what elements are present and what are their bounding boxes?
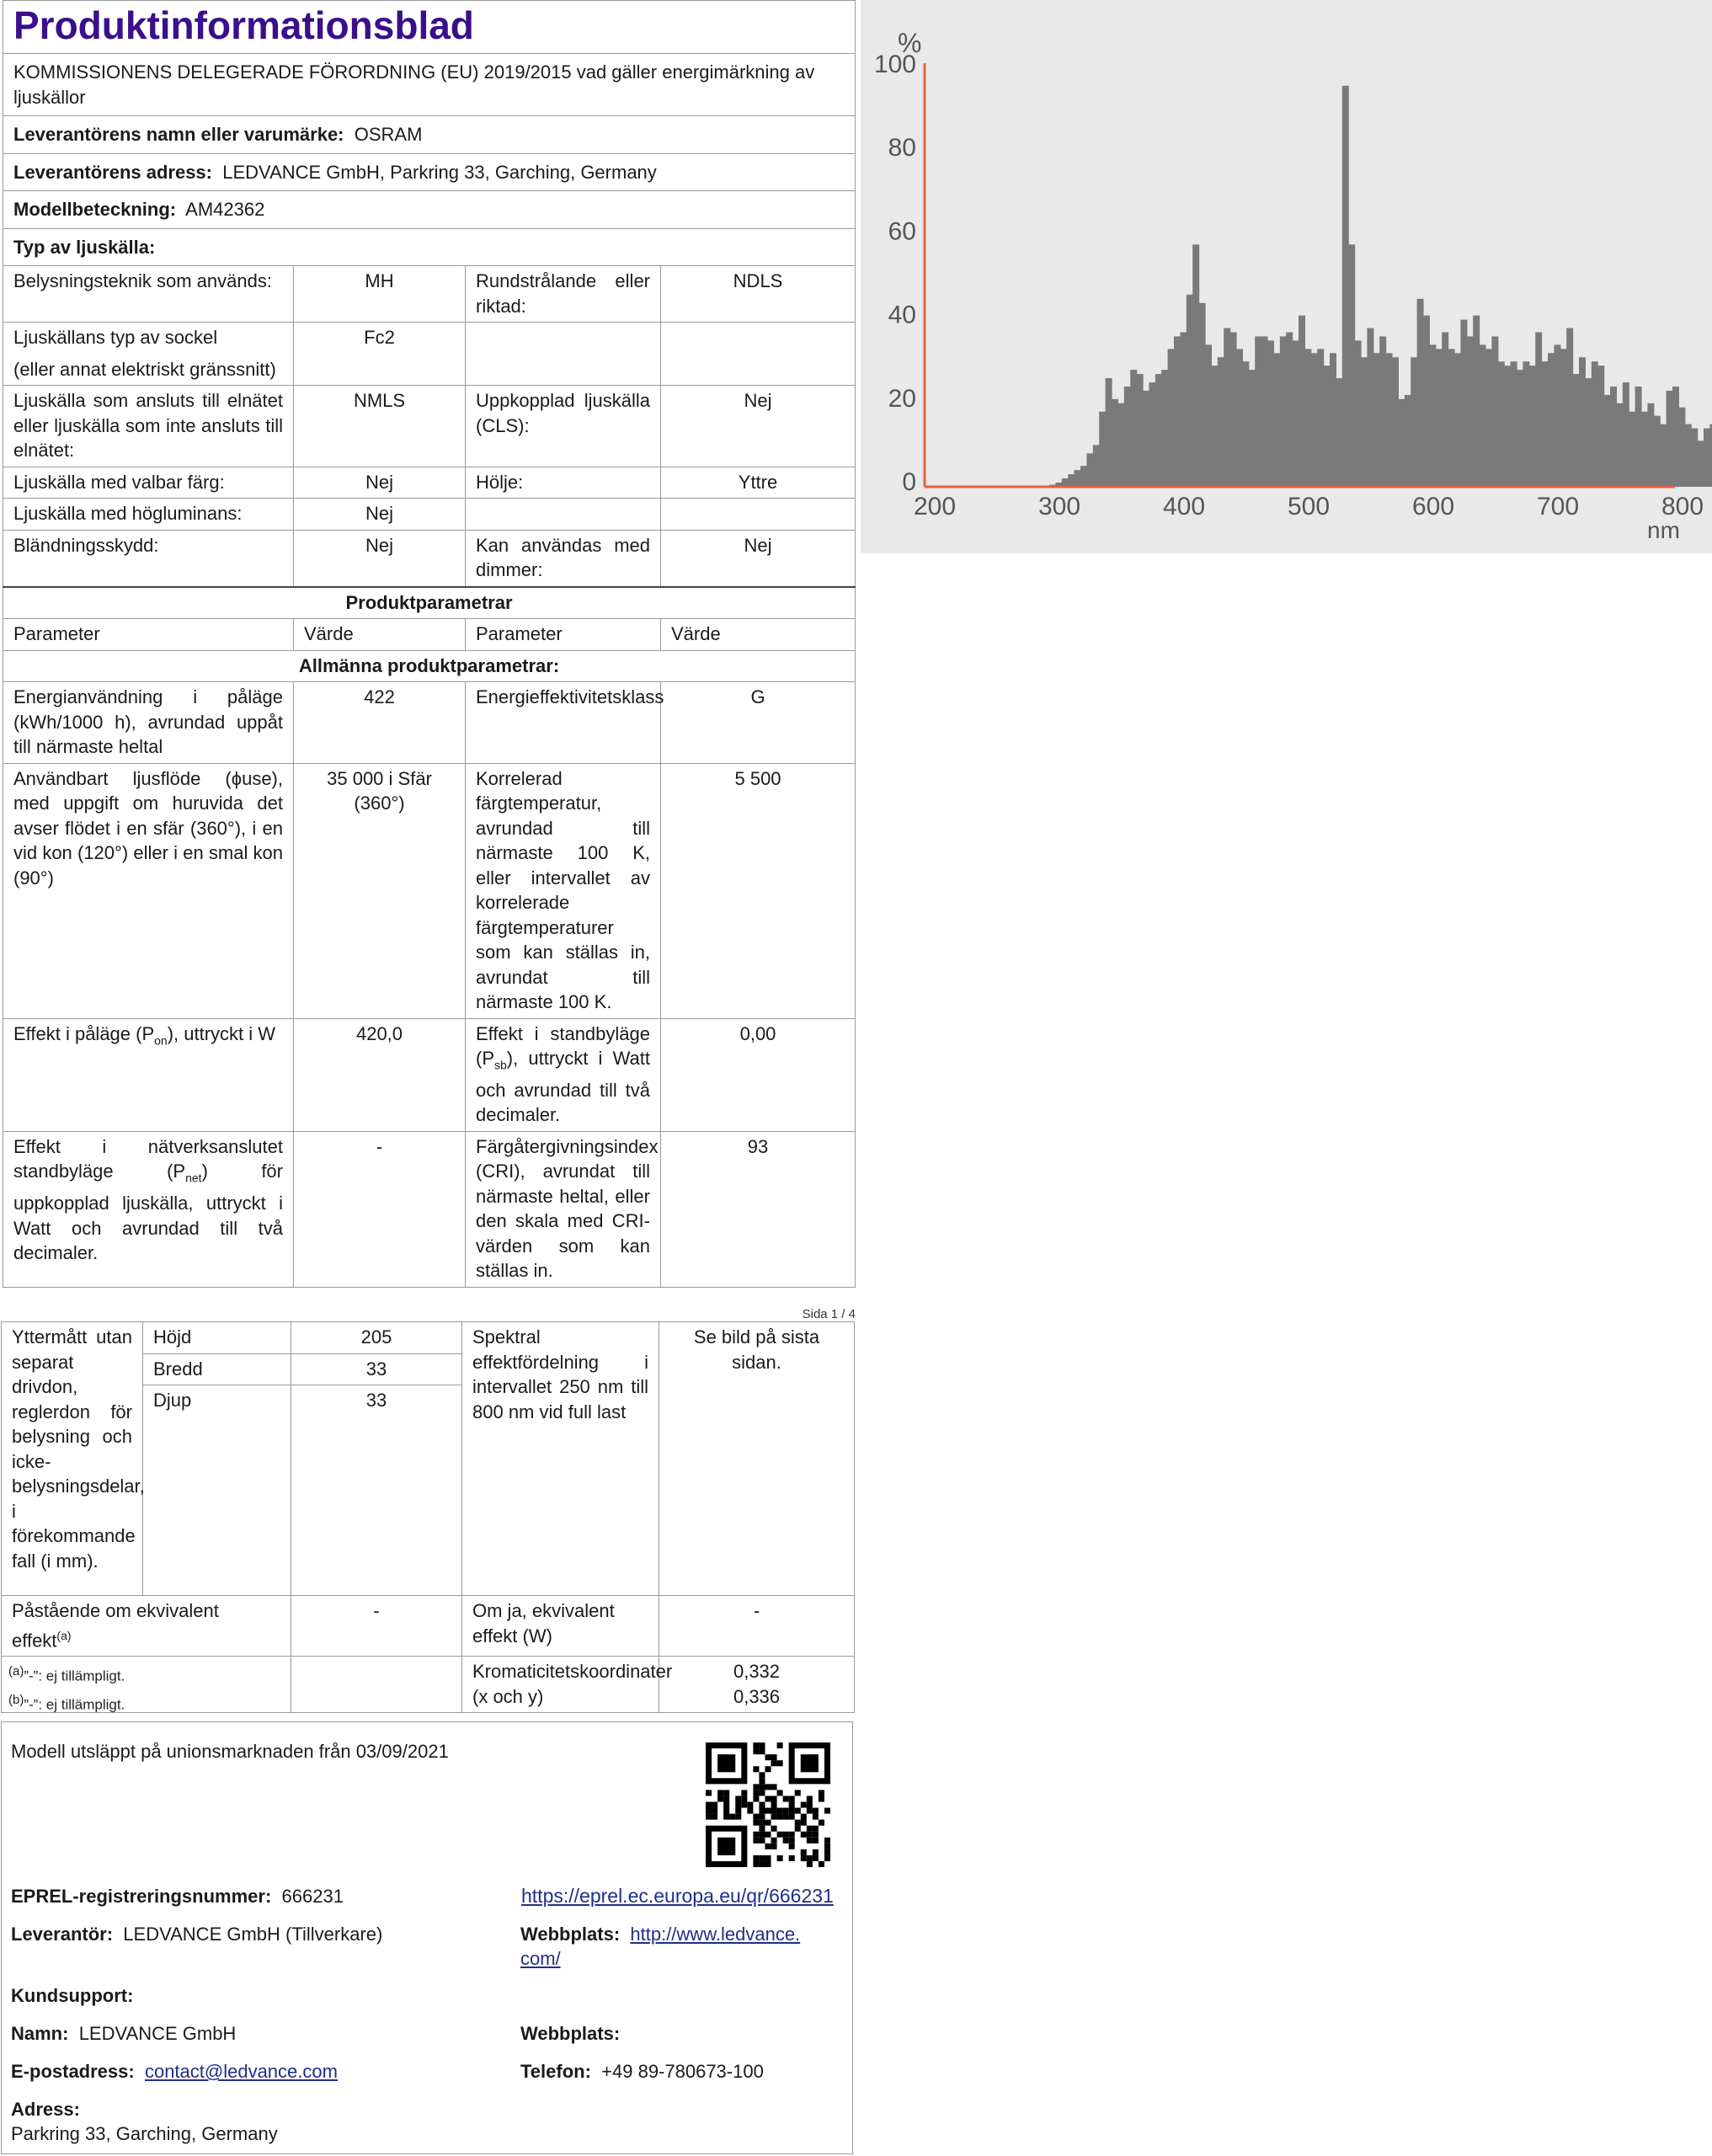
spectrum-bar — [1180, 332, 1187, 487]
spectrum-bar — [1155, 374, 1162, 487]
power-on-row — [3, 1018, 856, 1131]
page-marker: Sida 1 / 4 — [802, 1307, 856, 1321]
footnote-a-mark: (a) — [8, 1664, 24, 1678]
email-link[interactable]: contact@ledvance.com — [144, 2061, 338, 2082]
spectrum-bar — [1535, 332, 1542, 487]
spectrum-bar — [1473, 316, 1480, 487]
spectrum-bar — [1205, 344, 1212, 487]
power-on-label-sub: on — [154, 1033, 168, 1047]
customer-support-label: Kundsupport: — [11, 1985, 134, 2006]
footnote-b-mark: (b) — [8, 1693, 24, 1707]
spectrum-bar — [1224, 328, 1230, 487]
spectrum-bar — [1199, 303, 1206, 487]
dimmer-label: Kan användas med dimmer: — [466, 530, 661, 587]
spectrum-bar — [1236, 349, 1243, 487]
spectrum-bar — [1585, 378, 1592, 487]
standby-value: 0,00 — [661, 1018, 856, 1131]
spectrum-bar — [1460, 320, 1467, 487]
spectrum-bar — [1491, 336, 1498, 487]
cls-value: Nej — [661, 386, 856, 467]
spectrum-bar — [1137, 374, 1144, 487]
spectrum-bar — [1267, 340, 1274, 487]
spectrum-bar — [1554, 344, 1560, 487]
spectrum-bar — [1304, 349, 1311, 487]
efficiency-class-value: G — [661, 682, 856, 764]
spectrum-bar — [1604, 395, 1611, 487]
address-label: Adress: — [11, 2099, 80, 2120]
spectrum-bar — [1373, 353, 1380, 487]
spectrum-bar — [1086, 453, 1093, 487]
spectrum-chart — [861, 0, 1712, 553]
glare-row — [3, 530, 856, 587]
spectrum-bar — [1293, 340, 1299, 487]
color-row — [3, 467, 856, 499]
power-on-label-post: ), uttryckt i W — [167, 1022, 276, 1044]
spectrum-bar — [1660, 424, 1667, 487]
color-label: Ljuskälla med valbar färg: — [3, 467, 294, 499]
supplier-name-row — [3, 116, 856, 154]
spectrum-bar — [1348, 244, 1355, 487]
col-header-value: Värde — [294, 619, 466, 651]
dimmer-value: Nej — [661, 530, 856, 587]
product-params-row — [3, 587, 856, 619]
spectrum-bar — [1218, 357, 1224, 487]
luminance-value: Nej — [294, 499, 466, 531]
socket-row — [3, 323, 856, 386]
equivalent-label-sup: (a) — [56, 1628, 72, 1642]
cri-value: 93 — [661, 1131, 856, 1287]
x-tick-label: 400 — [1162, 493, 1206, 520]
general-params-heading: Allmänna produktparametrar: — [3, 650, 856, 682]
supplier-address-value: LEDVANCE GmbH, Parkring 33, Garching, Germany — [222, 161, 657, 183]
spectrum-bar — [1592, 361, 1598, 487]
spectrum-bar — [1480, 344, 1486, 487]
cct-label: Korrelerad färgtemperatur, avrundad till närmaste 100 K, eller intervallet av korrelerade färgtemperaturer som kan ställas in, avrundat till närmaste 100 K. — [466, 763, 661, 1018]
equivalent-row — [2, 1596, 855, 1657]
network-standby-value: - — [294, 1131, 466, 1287]
website-link-cont[interactable]: com/ — [520, 1948, 561, 1969]
website-label: Webbplats: — [520, 1924, 621, 1945]
energy-label: Energianvändning i påläge (kWh/1000 h), avrundad uppåt till närmaste heltal — [3, 682, 294, 764]
y-tick-label: 80 — [888, 134, 916, 163]
spectrum-bar — [1498, 361, 1505, 487]
spectrum-bar — [1517, 370, 1523, 487]
equivalent-watt-label: Om ja, ekvivalent effekt (W) — [462, 1596, 659, 1657]
color-value: Nej — [294, 467, 466, 499]
spectrum-bar — [1187, 295, 1193, 487]
spectrum-bar — [1623, 382, 1629, 487]
spectrum-bar — [1355, 340, 1362, 487]
spectrum-bar — [1143, 391, 1149, 487]
spectrum-bar — [1392, 357, 1399, 487]
tech-label: Belysningsteknik som används: — [3, 266, 294, 323]
phone-label: Telefon: — [520, 2061, 591, 2082]
standby-label-sub: sb — [494, 1058, 507, 1072]
directional-value: NDLS — [661, 266, 856, 323]
spectrum-bar — [1647, 403, 1654, 487]
luminance-row — [3, 499, 856, 531]
x-axis-unit: nm — [1647, 517, 1680, 543]
network-standby-label-pre: Effekt i nätverksanslutet standbyläge (P — [13, 1135, 283, 1182]
column-header-row — [3, 619, 856, 651]
product-params-heading: Produktparametrar — [3, 587, 856, 619]
spectrum-bar — [1174, 336, 1181, 487]
spectrum-bar — [1261, 336, 1268, 487]
y-tick-label: 40 — [888, 301, 916, 329]
spectrum-bar — [1255, 336, 1261, 487]
socket-label: Ljuskällans typ av sockel — [13, 327, 218, 348]
type-row — [3, 228, 856, 266]
network-standby-label-sub: net — [185, 1171, 202, 1185]
flux-value: 35 000 i Sfär (360°) — [294, 763, 466, 1018]
envelope-value: Yttre — [661, 467, 856, 499]
spectrum-bar — [1511, 361, 1517, 487]
spectrum-bar — [1629, 412, 1635, 487]
spectrum-bar — [1548, 353, 1555, 487]
cri-label: Färgåtergivningsindex (CRI), avrundat till närmaste heltal, eller den skala med CRI-värden som kan ställas in. — [466, 1131, 661, 1287]
footnote-a — [8, 1664, 125, 1685]
directional-label: Rundstrålande eller riktad: — [466, 266, 661, 323]
eprel-label: EPREL-registreringsnummer: — [11, 1886, 272, 1907]
spectrum-bar — [1504, 366, 1511, 487]
light-source-type-label: Typ av ljuskälla: — [3, 228, 856, 266]
spectrum-bar — [1704, 429, 1710, 487]
col-header-parameter: Parameter — [3, 619, 294, 651]
spectrum-bar — [1641, 412, 1648, 487]
spectrum-bar — [1667, 391, 1673, 487]
spectrum-bar — [1249, 370, 1256, 487]
x-tick-label: 800 — [1661, 493, 1704, 520]
x-tick-label: 500 — [1287, 493, 1331, 520]
height-value: 205 — [291, 1322, 462, 1354]
regulation-row — [3, 54, 856, 116]
network-standby-label-post: ) för uppkopplad ljuskälla, uttryckt i Watt och avrundad till två decimaler. — [13, 1161, 283, 1264]
footnote-a-text: ”-”: ej tillämpligt. — [24, 1668, 125, 1684]
support-name-label: Namn: — [11, 2023, 69, 2044]
title-row — [3, 1, 856, 54]
spectrum-bar — [1080, 466, 1087, 487]
standby-label-post: ), uttryckt i Watt och avrundad till två decimaler. — [476, 1048, 650, 1126]
socket-label-b: (eller annat elektriskt gränssnitt) — [13, 358, 276, 380]
mains-row — [3, 386, 856, 467]
envelope-label: Hölje: — [466, 467, 661, 499]
spectrum-bar — [1411, 357, 1417, 487]
spectrum-bar — [1342, 86, 1349, 487]
tech-value: MH — [294, 266, 466, 323]
equivalent-label-text: Påstående om ekvivalent effekt — [12, 1600, 219, 1651]
spectrum-bar — [1672, 387, 1679, 487]
flux-row — [3, 763, 856, 1018]
y-tick-label: 100 — [873, 51, 916, 78]
spectrum-bar — [1192, 244, 1199, 487]
chromaticity-row — [2, 1657, 855, 1713]
equivalent-value: - — [291, 1596, 462, 1657]
spectrum-bar — [1075, 470, 1081, 487]
y-tick-label: 0 — [902, 468, 916, 496]
dimensions-table — [1, 1321, 855, 1713]
y-tick-label: 60 — [888, 217, 916, 246]
supplier-name-value: OSRAM — [354, 124, 423, 145]
phone-value: +49 89-780673-100 — [601, 2061, 764, 2082]
cct-value: 5 500 — [661, 763, 856, 1018]
spectrum-bar — [1405, 395, 1411, 487]
spectrum-bar — [1093, 445, 1100, 487]
address-value: Parkring 33, Garching, Germany — [11, 2123, 278, 2144]
col-header-parameter-2: Parameter — [466, 619, 661, 651]
spectrum-bar — [1361, 357, 1368, 487]
spectrum-bar — [1211, 366, 1218, 487]
efficiency-class-label: Energieffektivitetsklass — [466, 682, 661, 764]
spectrum-bar — [1273, 353, 1280, 487]
chromaticity-x: 0,332 — [733, 1661, 781, 1683]
model-value: AM42362 — [185, 199, 265, 220]
info-table — [3, 0, 856, 1288]
spectrum-bar — [1560, 349, 1567, 487]
spectrum-bar — [1106, 378, 1112, 487]
equivalent-label — [2, 1596, 291, 1657]
x-tick-label: 700 — [1536, 493, 1580, 520]
luminance-label: Ljuskälla med högluminans: — [3, 499, 294, 531]
supplier-address-row — [3, 153, 856, 191]
support-name-value: LEDVANCE GmbH — [78, 2023, 237, 2044]
eprel-link[interactable]: https://eprel.ec.europa.eu/qr/666231 — [521, 1885, 834, 1907]
energy-row — [3, 682, 856, 764]
depth-value: 33 — [291, 1385, 462, 1596]
y-tick-label: 20 — [888, 384, 916, 413]
spectrum-bar — [1423, 316, 1430, 487]
spectrum-bar — [1124, 387, 1131, 487]
width-label: Bredd — [143, 1353, 291, 1385]
spectrum-bar — [1161, 370, 1168, 487]
spectrum-bar — [1324, 366, 1331, 487]
x-tick-label: 200 — [913, 493, 957, 520]
spectrum-bar — [1654, 416, 1661, 487]
spectrum-bar — [1573, 374, 1580, 487]
regulation-text: KOMMISSIONENS DELEGERADE FÖRORDNING (EU) 2019/2015 vad gäller energimärkning av ljuskällor — [3, 54, 856, 116]
cls-label: Uppkopplad ljuskälla (CLS): — [466, 386, 661, 467]
network-standby-row — [3, 1131, 856, 1287]
glare-label: Bländningsskydd: — [3, 530, 294, 587]
spectrum-bar — [1698, 440, 1704, 487]
spectrum-bar — [1448, 349, 1455, 487]
power-on-label — [3, 1018, 294, 1131]
chromaticity-label: Kromaticitetskoordinater (x och y) — [462, 1657, 659, 1713]
power-on-value: 420,0 — [294, 1018, 466, 1131]
socket-value: Fc2 — [294, 323, 466, 386]
footnote-b-text: ”-”: ej tillämpligt. — [24, 1696, 125, 1713]
spectrum-bar — [1542, 361, 1549, 487]
spectrum-bar — [1242, 361, 1249, 487]
model-label: Modellbeteckning: — [13, 199, 177, 220]
spectrum-bar — [1149, 382, 1155, 487]
qr-code[interactable] — [706, 1742, 830, 1867]
flux-label: Användbart ljusflöde (ϕuse), med uppgift om huruvida det avser flödet i en sfär (360°), i en vid kon (120°) eller i en smal kon (90°) — [3, 763, 294, 1018]
spd-label: Spektral effektfördelning i intervallet 250 nm till 800 nm vid full last — [462, 1322, 659, 1596]
y-axis-unit: % — [898, 28, 922, 58]
spectrum-bar — [1454, 353, 1461, 487]
width-value: 33 — [291, 1353, 462, 1385]
supplier-address-label: Leverantörens adress: — [13, 161, 212, 183]
spectrum-bar — [1336, 378, 1342, 487]
eprel-value: 666231 — [281, 1886, 344, 1907]
spectrum-bar — [1685, 424, 1692, 487]
email-label: E-postadress: — [11, 2061, 135, 2082]
spectrum-bar — [1467, 336, 1474, 487]
spectrum-bar — [1429, 344, 1436, 487]
height-row — [2, 1322, 855, 1354]
height-label: Höjd — [143, 1322, 291, 1354]
spectrum-bar — [1398, 399, 1405, 487]
energy-value: 422 — [294, 682, 466, 764]
spectrum-bar — [1379, 336, 1386, 487]
network-standby-label — [3, 1131, 294, 1287]
dimensions-label: Yttermått utan separat drivdon, reglerdon för belysning och icke-belysningsdelar, i förekommande fall (i mm). — [2, 1322, 143, 1596]
general-params-row — [3, 650, 856, 682]
page-title: Produktinformationsblad — [13, 3, 474, 47]
x-tick-label: 300 — [1037, 493, 1081, 520]
spectrum-bar — [1442, 332, 1448, 487]
equivalent-watt-value: - — [659, 1596, 855, 1657]
tech-row — [3, 266, 856, 323]
spectrum-bar — [1112, 399, 1118, 487]
spectrum-bar — [1523, 361, 1529, 487]
mains-value: NMLS — [294, 386, 466, 467]
spd-value: Se bild på sista sidan. — [659, 1322, 855, 1596]
website-link[interactable]: http://www.ledvance. — [630, 1924, 801, 1945]
spectrum-bar — [1230, 332, 1237, 487]
spectrum-bar — [1616, 403, 1623, 487]
mains-label: Ljuskälla som ansluts till elnätet eller ljuskälla som inte ansluts till elnätet: — [3, 386, 294, 467]
spectrum-bar — [1299, 316, 1305, 487]
supplier-name-label: Leverantörens namn eller varumärke: — [13, 124, 344, 145]
spectrum-bar — [1610, 387, 1617, 487]
x-tick-label: 600 — [1411, 493, 1455, 520]
spectrum-bar — [1436, 349, 1443, 487]
standby-label — [466, 1018, 661, 1131]
chromaticity-y: 0,336 — [733, 1685, 781, 1707]
spectrum-bar — [1485, 349, 1492, 487]
spectrum-bar — [1691, 429, 1698, 487]
spectrum-bar — [1317, 349, 1324, 487]
col-header-value-2: Värde — [661, 619, 856, 651]
spectrum-bar — [1597, 366, 1604, 487]
footnote-b — [8, 1693, 125, 1714]
depth-label: Djup — [143, 1385, 291, 1596]
spectrum-bars — [1049, 86, 1712, 487]
release-date-text: Modell utsläppt på unionsmarknaden från 03/09/2021 — [11, 1741, 449, 1762]
supplier-value: LEDVANCE GmbH (Tillverkare) — [123, 1924, 383, 1945]
spectrum-bar — [1068, 474, 1075, 487]
spectrum-bar — [1678, 408, 1685, 487]
spectrum-bar — [1367, 328, 1373, 487]
standby-label-pre: Effekt i standbyläge (P — [476, 1022, 650, 1069]
spectrum-bar — [1311, 353, 1318, 487]
spectrum-bar — [1286, 332, 1293, 487]
supplier-label: Leverantör: — [11, 1924, 114, 1945]
spectrum-bar — [1386, 353, 1393, 487]
spectrum-bar — [1579, 357, 1586, 487]
spectrum-bar — [1280, 336, 1287, 487]
spectrum-bar — [1635, 387, 1642, 487]
spectrum-bar — [1117, 403, 1124, 487]
spectrum-bar — [1099, 412, 1106, 487]
glare-value: Nej — [294, 530, 466, 587]
spectrum-bar — [1417, 299, 1424, 487]
spectrum-bar — [1168, 349, 1175, 487]
model-row — [3, 191, 856, 229]
spectrum-bar — [1566, 328, 1573, 487]
power-on-label-pre: Effekt i påläge (P — [13, 1022, 155, 1044]
spectrum-bar — [1330, 353, 1336, 487]
support-website-label: Webbplats: — [520, 2023, 621, 2044]
spectrum-bar — [1529, 366, 1536, 487]
spectrum-bar — [1130, 370, 1137, 487]
